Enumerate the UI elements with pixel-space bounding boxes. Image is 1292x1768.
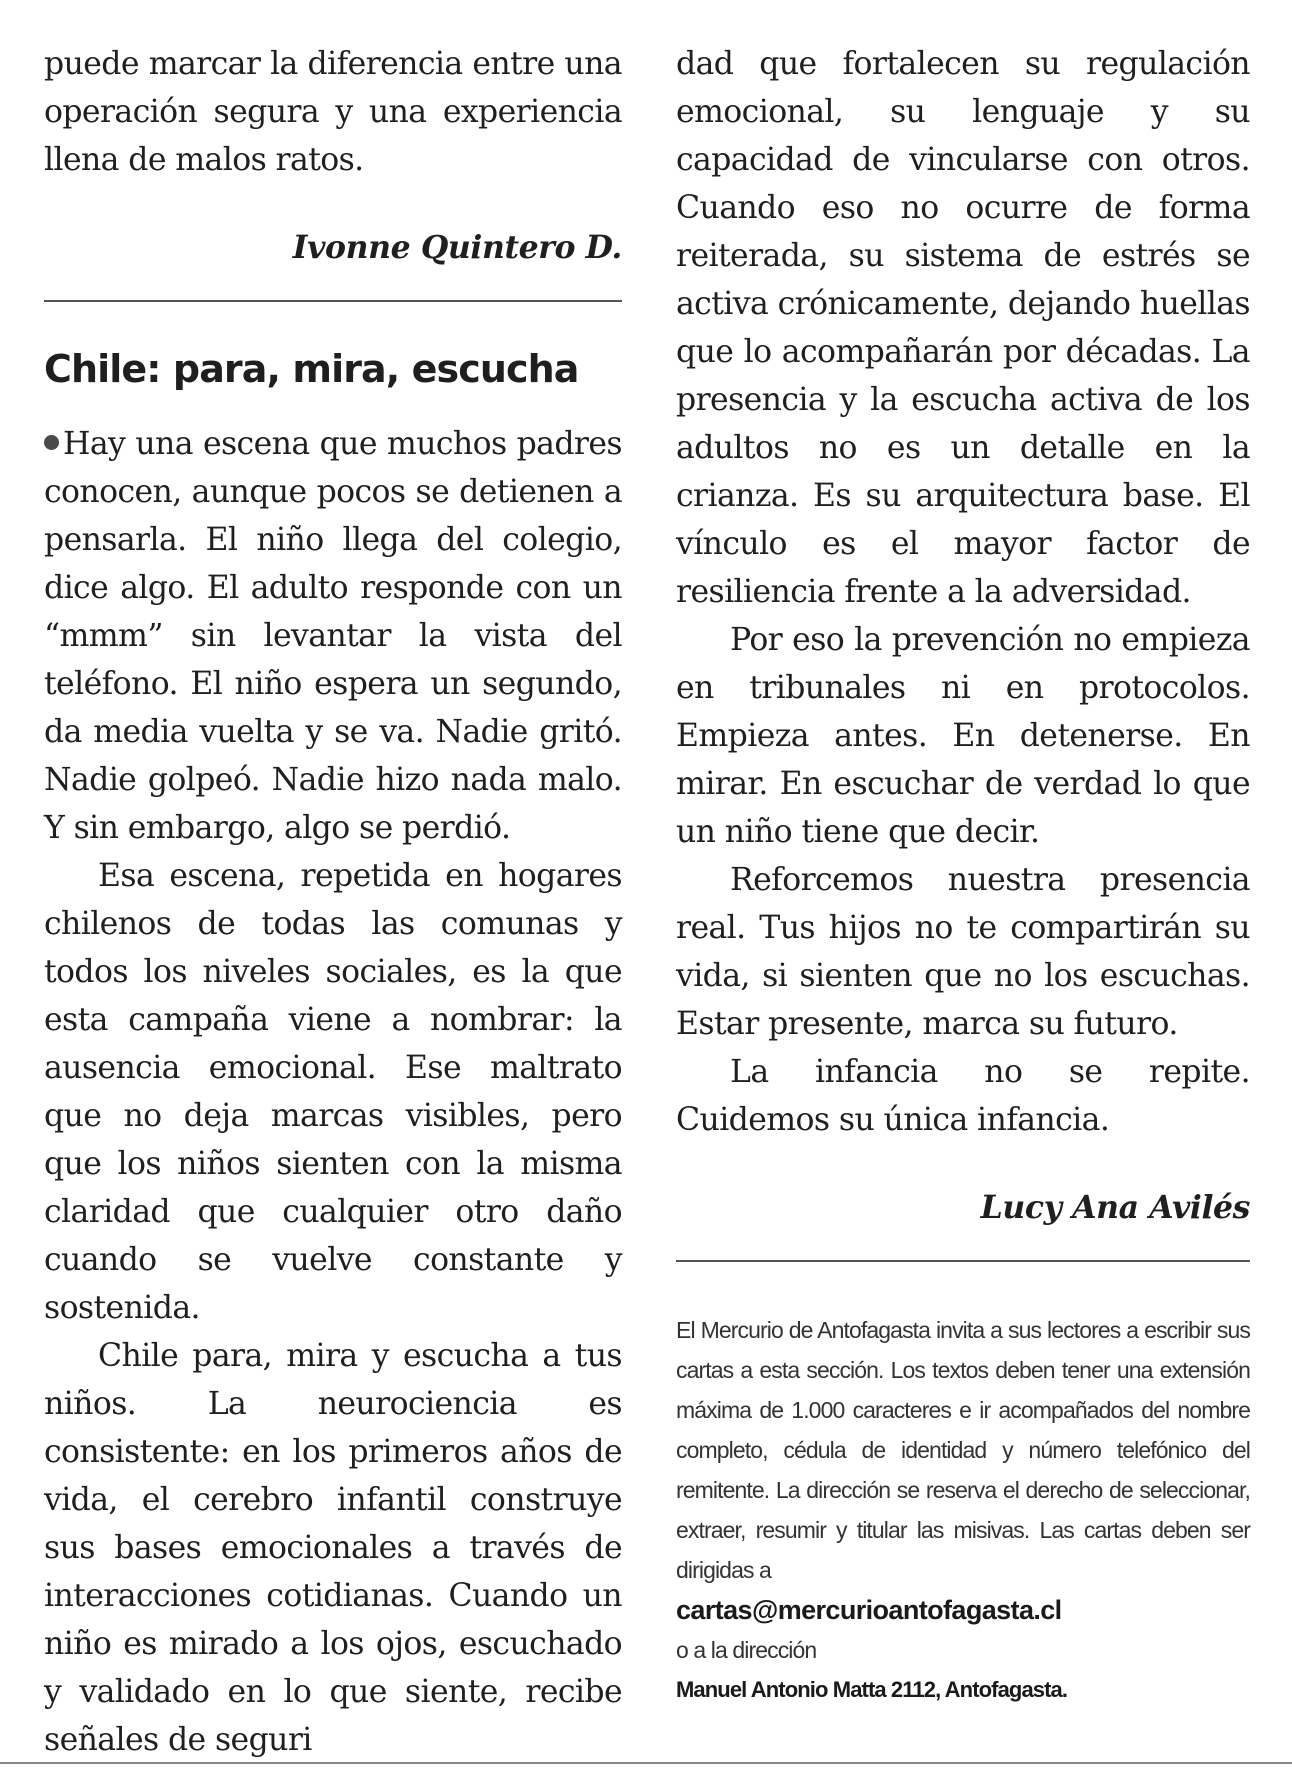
letter-paragraph-1-text: Hay una escena que muchos padres conocen, aunque pocos se detienen a pensarla. El niño llega del colegio, dice algo. El adulto responde con un “mmm” sin levantar la vista del teléfono. El niño espera un segundo, da media vuelta y se va. Nadie gritó. Nadie golpeó. Nadie hizo nada malo. Y sin embargo, algo se perdió. xyxy=(44,426,622,846)
letter-paragraph-4: dad que fortalecen su regulación emocional, su lenguaje y su capacidad de vincularse con otros. Cuando eso no ocurre de forma reiterada, su sistema de estrés se activa crónicamente, dejando huellas que lo acompañarán por décadas. La presencia y la escucha activa de los adultos no es un detalle en la crianza. Es su arquitectura base. El vínculo es el mayor factor de resiliencia frente a la adversidad. xyxy=(676,46,1250,610)
letter-signature: Lucy Ana Avilés xyxy=(980,1189,1250,1226)
submission-notice xyxy=(676,1286,1250,1710)
letter-divider xyxy=(44,300,622,302)
notice-or-text: o a la dirección xyxy=(676,1637,817,1663)
intro-paragraph: puede marcar la diferencia entre una operación segura y una experiencia llena de malos ratos. xyxy=(44,46,622,178)
bullet-icon xyxy=(44,435,59,450)
letter-headline: Chile: para, mira, escucha xyxy=(44,347,579,391)
page-bottom-rule xyxy=(0,1762,1292,1764)
letter-paragraph-2: Esa escena, repetida en hogares chilenos de todas las comunas y todos los niveles sociales, es la que esta campaña viene a nombrar: la ausencia emocional. Ese maltrato que no deja marcas visibles, pero que los niños sienten con la misma claridad que cualquier otro daño cuando se vuelve constante y sostenida. xyxy=(44,858,622,1326)
letter-paragraph-5: Por eso la prevención no empieza en tribunales ni en protocolos. Empieza antes. En detenerse. En mirar. En escuchar de verdad lo que un niño tiene que decir. xyxy=(676,622,1250,850)
right-column xyxy=(676,40,1250,1710)
left-column xyxy=(44,40,622,1764)
intro-signature: Ivonne Quintero D. xyxy=(292,229,622,266)
notice-text: El Mercurio de Antofagasta invita a sus lectores a escribir sus cartas a esta sección. Los textos deben tener una extensión máxima de 1.000 caracteres e ir acompañados del nombre completo, cédula de identidad y número telefónico del remitente. La dirección se reserva el derecho de seleccionar, extraer, resumir y titular las misivas. Las cartas deben ser dirigidas a xyxy=(676,1317,1250,1583)
notice-divider xyxy=(676,1260,1250,1262)
letter-paragraph-7: La infancia no se repite. Cuidemos su única infancia. xyxy=(676,1054,1250,1138)
contact-email: cartas@mercurioantofagasta.cl xyxy=(676,1595,1062,1625)
letter-paragraph-1 xyxy=(44,420,622,852)
letter-paragraph-3: Chile para, mira y escucha a tus niños. La neurociencia es consistente: en los primeros años de vida, el cerebro infantil construye sus bases emocionales a través de interacciones cotidianas. Cuando un niño es mirado a los ojos, escuchado y validado en lo que siente, recibe señales de seguri xyxy=(44,1338,622,1758)
postal-address: Manuel Antonio Matta 2112, Antofagasta. xyxy=(676,1677,1068,1702)
letter-paragraph-6: Reforcemos nuestra presencia real. Tus hijos no te compartirán su vida, si sienten que no los escuchas. Estar presente, marca su futuro. xyxy=(676,862,1250,1042)
